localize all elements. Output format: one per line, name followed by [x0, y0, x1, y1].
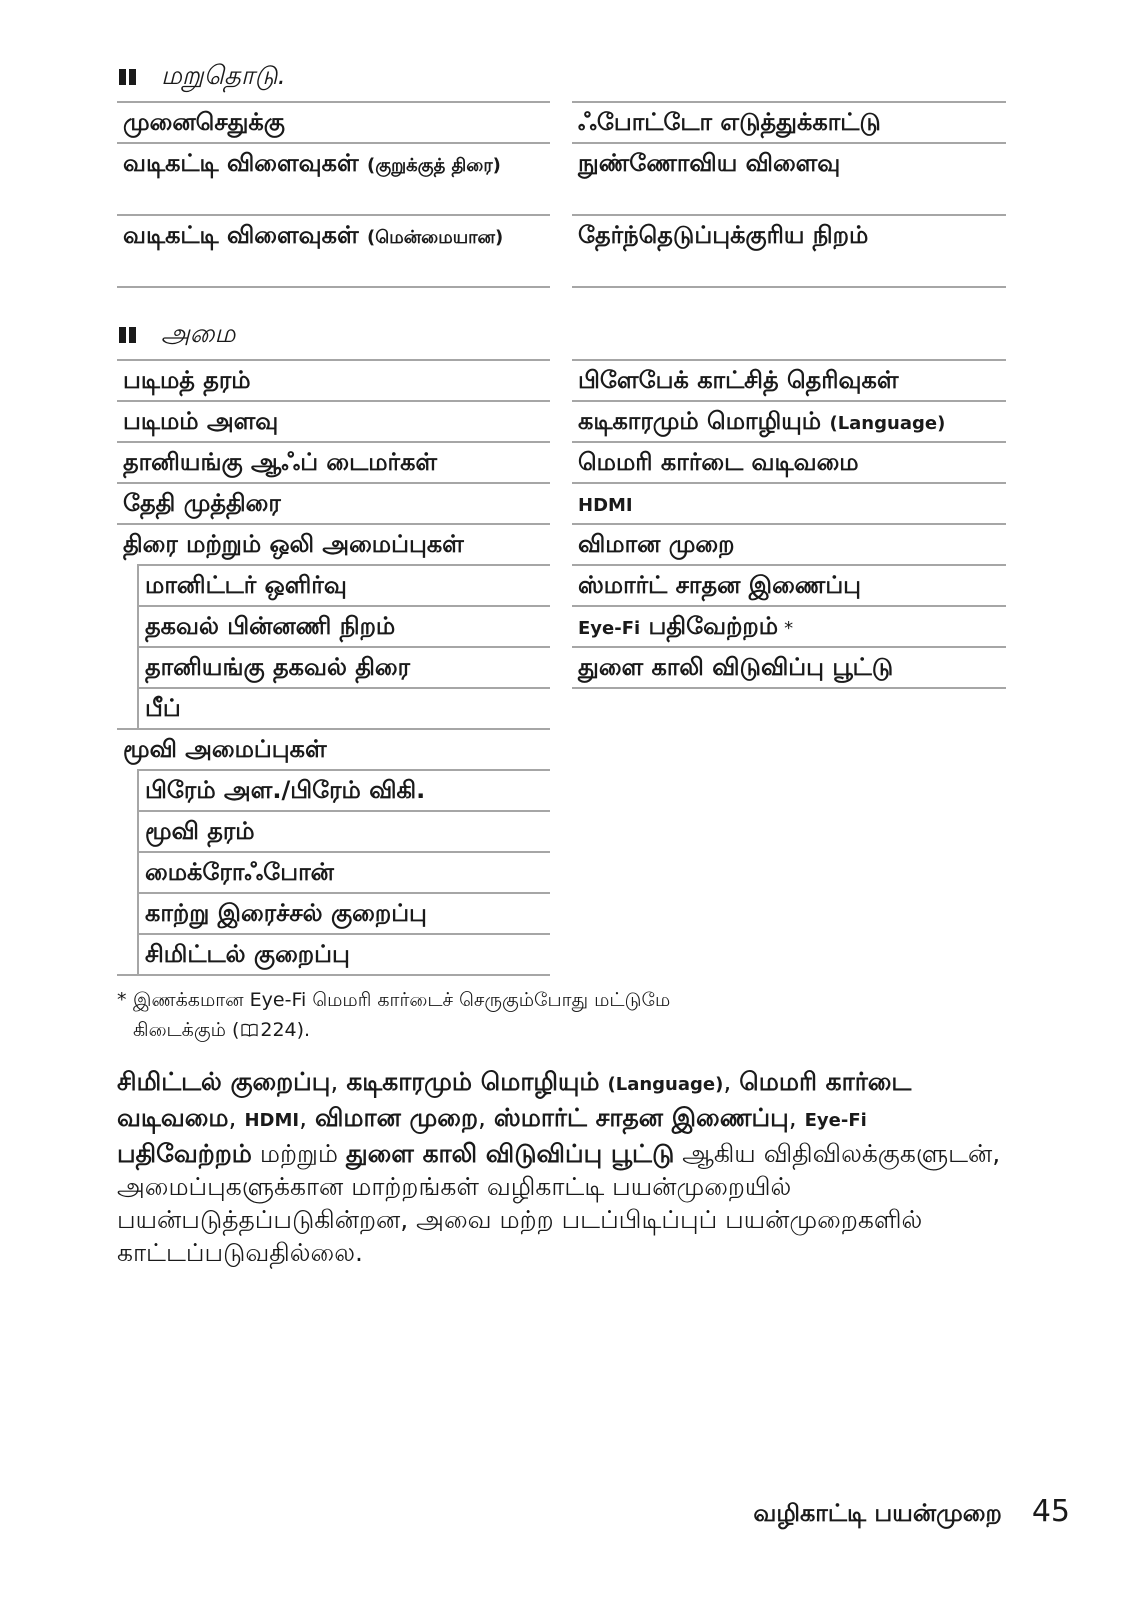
setup-subitem: பிரேம் அள./பிரேம் விகி.: [139, 769, 550, 810]
footnote-brand: Eye-Fi: [249, 989, 307, 1011]
setup-item: [572, 646, 1006, 687]
paragraph-text: ,: [723, 1067, 740, 1096]
paragraph-text: ,: [299, 1103, 315, 1132]
double-bar-icon: [119, 68, 139, 86]
retouch-heading-text: மறுதொடு.: [161, 60, 286, 91]
setup-item: [572, 441, 1006, 482]
setup-item-label: மெமரி கார்டை வடிவமை: [578, 448, 859, 476]
setup-item-label: HDMI: [578, 495, 633, 516]
setup-subitems: [137, 564, 550, 728]
retouch-table: [117, 101, 1006, 288]
setup-table: [117, 359, 1006, 976]
setup-item-label: பதிவேற்றம்: [648, 612, 779, 640]
setup-item: [572, 482, 1006, 523]
footnote-ref-open: (: [231, 1019, 240, 1041]
retouch-item-label: வடிகட்டி விளைவுகள்: [123, 149, 359, 177]
setup-item: திரை மற்றும் ஒலி அமைப்புகள்: [117, 523, 550, 564]
footnote-marker: *: [784, 618, 794, 639]
setup-item: [572, 359, 1006, 400]
setup-item: [572, 605, 1006, 646]
setup-subitems: [137, 769, 550, 974]
setup-item-label: ஸ்மார்ட் சாதன இணைப்பு: [578, 571, 862, 599]
setup-item: படிமத் தரம்: [117, 359, 550, 400]
retouch-item-label: வடிகட்டி விளைவுகள்: [123, 221, 359, 249]
setup-heading-text: அமை: [161, 318, 236, 349]
setup-heading: [117, 318, 1006, 352]
retouch-item-label: முனைசெதுக்கு: [123, 108, 285, 136]
setup-item-note: (Language): [829, 413, 946, 434]
setup-item-label: விமான முறை: [578, 530, 735, 558]
footnote-text: மெமரி கார்டைச் செருகும்போது மட்டுமே: [312, 989, 671, 1011]
setup-item: [572, 400, 1006, 441]
paragraph-term: மெமரி கார்டை வடிவமை: [117, 1067, 912, 1132]
page-footer: [560, 1494, 1070, 1530]
setup-item-label: துளை காலி விடுவிப்பு பூட்டு: [578, 653, 894, 681]
setup-left-column: [117, 359, 550, 976]
retouch-item-note: (மென்மையான): [367, 227, 504, 248]
setup-subitem: தானியங்கு தகவல் திரை: [139, 646, 550, 687]
setup-subitem: மைக்ரோஃபோன்: [139, 851, 550, 892]
setup-subitem: தகவல் பின்னணி நிறம்: [139, 605, 550, 646]
setup-subitem: மூவி தரம்: [139, 810, 550, 851]
retouch-item: [117, 214, 550, 288]
paragraph-term: துளை காலி விடுவிப்பு பூட்டு: [345, 1139, 675, 1168]
setup-item: தானியங்கு ஆஃப் டைமர்கள்: [117, 441, 550, 482]
setup-item: [572, 564, 1006, 605]
footnote-text: இணக்கமான: [133, 989, 244, 1011]
paragraph-text: ,: [788, 1103, 805, 1132]
retouch-item-label: ஃபோட்டோ எடுத்துக்காட்டு: [578, 108, 881, 136]
footnote-text: கிடைக்கும்: [133, 1019, 226, 1041]
paragraph-text: ,: [330, 1067, 347, 1096]
setup-item-label: பிளேபேக் காட்சித் தெரிவுகள்: [578, 366, 899, 394]
paragraph-term: சிமிட்டல் குறைப்பு: [117, 1067, 331, 1096]
setup-subitem: காற்று இரைச்சல் குறைப்பு: [139, 892, 550, 933]
retouch-item-note: (குறுக்குத் திரை): [367, 155, 501, 176]
retouch-item: [117, 101, 550, 142]
footnote-ref-close: ).: [296, 1019, 311, 1041]
setup-right-column: [572, 359, 1006, 689]
setup-item: தேதி முத்திரை: [117, 482, 550, 523]
retouch-item-label: தேர்ந்தெடுப்புக்குரிய நிறம்: [578, 221, 869, 249]
retouch-item: [572, 214, 1006, 288]
footnote-ref-page: 224: [260, 1019, 297, 1041]
paragraph-text: மற்றும்: [251, 1139, 346, 1168]
setup-item-brand: Eye-Fi: [578, 618, 641, 639]
retouch-item: [572, 101, 1006, 142]
footer-section-title: வழிகாட்டி பயன்முறை: [753, 1499, 1002, 1527]
book-icon: [241, 1023, 258, 1037]
setup-subitem: மானிட்டர் ஒளிர்வு: [139, 564, 550, 605]
setup-subitem: சிமிட்டல் குறைப்பு: [139, 933, 550, 974]
paragraph-term: பதிவேற்றம்: [117, 1139, 252, 1168]
retouch-item: [117, 142, 550, 214]
retouch-item-label: நுண்ணோவிய விளைவு: [578, 149, 841, 177]
paragraph-term-brand: Eye-Fi: [804, 1110, 867, 1131]
setup-item: படிமம் அளவு: [117, 400, 550, 441]
body-paragraph: [117, 1065, 1006, 1269]
retouch-item: [572, 142, 1006, 214]
paragraph-text: ,: [477, 1103, 494, 1132]
retouch-heading: [117, 60, 1006, 94]
paragraph-term: HDMI: [244, 1110, 300, 1131]
double-bar-icon: [119, 326, 139, 344]
page-content: [117, 60, 1006, 1269]
setup-item: மூவி அமைப்புகள்: [117, 728, 550, 769]
paragraph-text: ,: [228, 1103, 245, 1132]
setup-subitem: பீப்: [139, 687, 550, 728]
paragraph-term-note: (Language): [607, 1074, 724, 1095]
setup-item: [572, 523, 1006, 564]
paragraph-term: விமான முறை: [314, 1103, 478, 1132]
paragraph-text: ஆகிய விதிவிலக்குகளுடன், அமைப்புகளுக்கான மாற்றங்கள் வழிகாட்டி பயன்முறையில் பயன்படுத்தப்படுகின்றன, அவை மற்ற படப்பிடிப்புப் பயன்முறைகளில் காட்டப்படுவதில்லை.: [117, 1139, 1001, 1267]
footnote: [117, 985, 1006, 1045]
setup-item-label: கடிகாரமும் மொழியும்: [578, 407, 822, 435]
page-number: 45: [1031, 1494, 1070, 1529]
footnote-mark: *: [117, 989, 127, 1011]
paragraph-term: ஸ்மார்ட் சாதன இணைப்பு: [493, 1103, 789, 1132]
paragraph-term: கடிகாரமும் மொழியும்: [346, 1067, 600, 1096]
